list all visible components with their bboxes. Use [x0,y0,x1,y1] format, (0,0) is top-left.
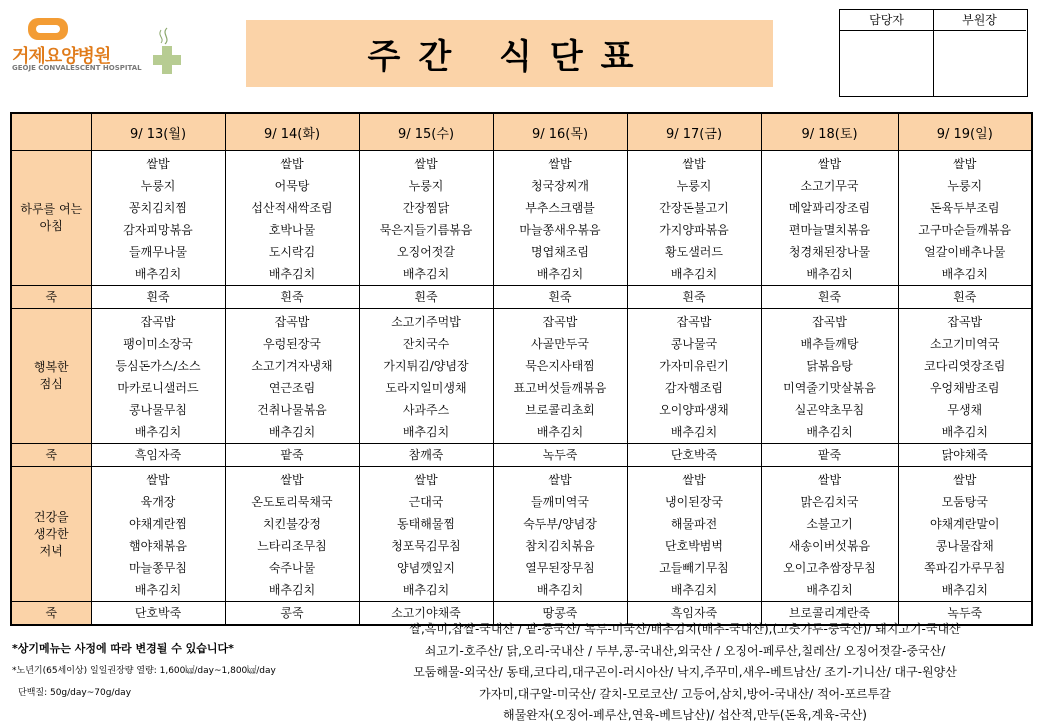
porridge-row [11,286,1032,309]
menu-item: 쌀밥 [414,473,438,487]
menu-item: 잔치국수 [402,337,450,351]
origin-line: 쇠고기-호주산/ 닭,오리-국내산 / 두부,콩-국내산,외국산 / 오징어-페루산,칠레산/ 오징어젓갈-중국산/ [424,643,946,658]
calorie-note: *노년기(65세이상) 일일권장량 열량: 1,600㎉/day~1,800㎉/day [12,666,276,676]
menu-item: 배추김치 [536,583,584,597]
menu-item: 사과주스 [402,403,450,417]
menu-item: 숙두부/양념장 [523,517,597,531]
porridge-cell: 흰죽 [359,286,493,309]
meal-label [11,151,91,286]
menu-item: 잡곡밥 [274,315,310,329]
meal-row [11,151,1032,286]
menu-item: 팽이미소장국 [123,337,193,351]
menu-item: 누룽지 [408,179,444,193]
menu-item: 우엉채밤조림 [929,381,1000,395]
menu-cell [493,467,627,602]
porridge-cell: 흰죽 [898,286,1032,309]
menu-item: 배추김치 [134,267,182,281]
menu-item: 고구마순들깨볶음 [918,223,1012,237]
menu-item: 쌀밥 [146,157,170,171]
menu-item: 마카로니샐러드 [117,381,199,395]
porridge-cell: 땅콩죽 [493,602,627,626]
menu-cell [91,309,225,444]
porridge-cell: 흰죽 [225,286,359,309]
menu-item: 치킨불강정 [263,517,321,531]
porridge-cell: 단호박죽 [627,444,761,467]
approval-box [839,9,1028,97]
menu-cell [359,151,493,286]
meal-label-line: 행복한 [33,360,69,374]
menu-item: 부추스크램블 [525,201,595,215]
porridge-cell: 콩죽 [225,602,359,626]
menu-item: 잡곡밥 [947,315,983,329]
menu-item: 오이고추쌈장무침 [783,561,876,575]
origin-line: 모둠해물-외국산/ 동태,코다리,대구곤이-러시아산/ 낙지,주꾸미,새우-베트남산/ 조기-기니산/ 대구-원양산 [413,665,957,679]
menu-item: 브로콜리초회 [525,403,595,417]
menu-cell [761,309,898,444]
page-title: 주간 식단표 [246,20,773,87]
menu-item: 쌀밥 [280,157,304,171]
menu-cell [91,151,225,286]
day-header: 9/ 16(목) [493,113,627,151]
menu-item: 배추김치 [268,425,316,439]
menu-item: 호박나물 [268,223,316,237]
menu-cell [761,151,898,286]
menu-cell [359,309,493,444]
menu-item: 잡곡밥 [542,315,578,329]
menu-item: 감자햄조림 [665,381,723,395]
meal-label-line: 죽 [45,606,58,620]
menu-item: 배추김치 [536,425,584,439]
menu-cell [493,151,627,286]
menu-item: 콩나물국 [670,337,718,351]
menu-item: 배추김치 [806,267,853,281]
menu-item: 배추김치 [402,267,450,281]
menu-item: 쌀밥 [817,157,842,171]
menu-item: 동태해물찜 [397,517,455,531]
menu-item: 배추김치 [134,425,182,439]
menu-item: 감자피망볶음 [123,223,193,237]
menu-item: 냉이된장국 [665,495,723,509]
menu-item: 잡곡밥 [812,315,847,329]
meal-label [11,286,91,309]
menu-item: 새송이버섯볶음 [788,539,871,553]
menu-item: 소고기겨자냉채 [251,359,333,373]
day-header: 9/ 19(일) [898,113,1032,151]
menu-item: 묵은지들기름볶음 [379,223,473,237]
menu-item: 콩나물무침 [129,403,187,417]
menu-item: 쌀밥 [414,157,438,171]
meal-label [11,444,91,467]
menu-cell [898,467,1032,602]
porridge-cell: 팥죽 [225,444,359,467]
menu-item: 소고기미역국 [929,337,1000,351]
menu-item: 연근조림 [268,381,316,395]
menu-item: 단호박범벅 [665,539,723,553]
menu-item: 쌀밥 [682,473,706,487]
menu-item: 사골만두국 [531,337,589,351]
menu-item: 고들빼기무침 [659,561,729,575]
porridge-cell: 흑임자죽 [627,602,761,626]
menu-item: 청포묵김무침 [391,539,461,553]
menu-item: 배추김치 [402,425,450,439]
menu-item: 쌀밥 [548,473,572,487]
porridge-row [11,444,1032,467]
meal-label [11,602,91,626]
table-header-row [11,113,1032,151]
menu-cell [898,309,1032,444]
porridge-cell: 녹두죽 [493,444,627,467]
menu-item: 쌀밥 [548,157,572,171]
menu-item: 누룽지 [947,179,983,193]
porridge-cell: 팥죽 [761,444,898,467]
logo-badge-icon [28,18,68,40]
menu-item: 닭볶음탕 [806,359,853,373]
menu-item: 실곤약초무침 [794,403,865,417]
menu-cell [898,151,1032,286]
meal-label-line: 하루를 여는 [20,202,83,216]
menu-item: 누룽지 [140,179,176,193]
menu-item: 모둠탕국 [941,495,988,509]
menu-item: 코다리엿장조림 [924,359,1006,373]
meal-label-line: 아침 [39,219,63,233]
menu-item: 쌀밥 [682,157,706,171]
menu-item: 어묵탕 [274,179,310,193]
menu-cell [91,467,225,602]
menu-change-note: *상기메뉴는 사정에 따라 변경될 수 있습니다* [12,642,234,655]
menu-item: 배추김치 [268,583,316,597]
menu-item: 쪽파김가루무침 [924,561,1006,575]
porridge-cell: 흰죽 [627,286,761,309]
menu-item: 건취나물볶음 [257,403,327,417]
origin-line: 가자미,대구알-미국산/ 갈치-모로코산/ 고등어,삼치,방어-국내산/ 적어-포르투갈 [479,686,891,701]
meal-label-line: 건강을 [33,509,69,524]
logo-name: 거제요양병원 [12,46,111,67]
meal-label-line: 생각한 [33,526,69,541]
menu-item: 배추김치 [268,267,316,281]
porridge-cell: 닭야채죽 [898,444,1032,467]
menu-item: 배추김치 [941,583,988,597]
menu-item: 배추김치 [670,267,718,281]
menu-item: 소불고기 [806,517,853,531]
menu-item: 배추김치 [806,425,853,439]
meal-row [11,467,1032,602]
menu-item: 배추들깨탕 [800,337,859,351]
porridge-cell: 소고기야채죽 [359,602,493,626]
porridge-cell: 브로콜리계란죽 [761,602,898,626]
menu-item: 오징어젓갈 [397,245,455,259]
meal-label [11,467,91,602]
menu-item: 가지양파볶음 [659,223,729,237]
menu-item: 배추김치 [941,267,988,281]
menu-item: 맑은김치국 [800,495,859,509]
menu-item: 숙주나물 [268,561,316,575]
meal-row [11,309,1032,444]
menu-item: 미역줄기맛살볶음 [783,381,876,395]
origin-info [335,619,1035,727]
day-header: 9/ 15(수) [359,113,493,151]
menu-item: 배추김치 [402,583,450,597]
menu-item: 잡곡밥 [140,315,176,329]
menu-item: 소고기무국 [800,179,859,193]
menu-item: 열무된장무침 [525,561,595,575]
menu-item: 야채계란말이 [929,517,1000,531]
menu-item: 콩나물잡채 [935,539,994,553]
menu-item: 도시락김 [268,245,316,259]
menu-item: 등심돈가스/소스 [115,359,201,373]
menu-cell [225,151,359,286]
day-header: 9/ 18(토) [761,113,898,151]
menu-item: 무생채 [947,403,983,417]
origin-line: 쌀,흑미,찹쌀-국내산 / 팥-중국산/ 녹두-미국산/배추김치(배추-국내산),(고춧가루-중국산)/ 돼지고기-국내산 [409,622,961,636]
menu-item: 섭산적새싹조림 [251,201,333,215]
meal-label-line: 점심 [39,377,63,391]
cross-icon [151,26,183,76]
menu-item: 근대국 [408,495,444,509]
menu-item: 마늘쫑새우볶음 [519,223,601,237]
menu-item: 들깨미역국 [531,495,589,509]
menu-item: 쌀밥 [953,157,977,171]
menu-item: 양념깻잎지 [397,561,455,575]
menu-item: 편마늘멸치볶음 [788,223,871,237]
menu-item: 간장돈불고기 [659,201,729,215]
menu-item: 청경채된장나물 [788,245,871,259]
menu-cell [761,467,898,602]
menu-item: 명엽채조림 [531,245,589,259]
meal-label-line: 죽 [45,290,58,304]
menu-item: 황도샐러드 [665,245,723,259]
menu-item: 느타리조무침 [257,539,327,553]
menu-item: 오이양파생채 [659,403,729,417]
menu-item: 간장찜닭 [402,201,450,215]
menu-item: 온도토리묵채국 [251,495,333,509]
meal-label-line: 저녁 [39,543,63,558]
meal-label-line: 죽 [45,448,58,462]
menu-item: 햄야채볶음 [129,539,187,553]
menu-cell [627,467,761,602]
menu-item: 도라지일미생채 [385,381,467,395]
menu-item: 돈육두부조림 [929,201,1000,215]
porridge-cell: 흰죽 [91,286,225,309]
weekly-menu-table [10,112,1033,626]
menu-item: 얼갈이배추나물 [924,245,1006,259]
menu-item: 잡곡밥 [676,315,712,329]
menu-item: 배추김치 [134,583,182,597]
menu-item: 쌀밥 [146,473,170,487]
hospital-logo [8,12,188,82]
porridge-cell: 흰죽 [761,286,898,309]
approval-column-vice-director [933,10,1026,96]
menu-item: 야채계란찜 [129,517,187,531]
approval-header-vice-director: 부원장 [933,10,1026,31]
meal-label [11,309,91,444]
menu-item: 배추김치 [806,583,853,597]
menu-item: 육개장 [140,495,176,509]
menu-item: 참치김치볶음 [525,539,595,553]
menu-item: 쌀밥 [280,473,304,487]
menu-item: 표고버섯들깨볶음 [513,381,607,395]
day-header: 9/ 13(월) [91,113,225,151]
menu-cell [627,151,761,286]
porridge-cell: 녹두죽 [898,602,1032,626]
day-header: 9/ 17(금) [627,113,761,151]
menu-item: 해물파전 [670,517,718,531]
porridge-cell: 참깨죽 [359,444,493,467]
menu-cell [493,309,627,444]
porridge-cell: 흑임자죽 [91,444,225,467]
origin-line: 해물완자(오징어-페루산,연육-베트남산)/ 섭산적,만두(돈육,계육-국산) [502,708,867,722]
menu-cell [627,309,761,444]
menu-item: 배추김치 [670,583,718,597]
protein-note: 단백질: 50g/day~70g/day [18,688,132,698]
menu-item: 마늘쫑무침 [129,561,187,575]
menu-item: 배추김치 [670,425,718,439]
menu-item: 소고기주먹밥 [391,315,461,329]
menu-item: 꽁치김치찜 [129,201,187,215]
menu-item: 우렁된장국 [263,337,321,351]
menu-item: 쌀밥 [817,473,842,487]
menu-item: 배추김치 [941,425,988,439]
porridge-cell: 흰죽 [493,286,627,309]
menu-item: 메알꽈리장조림 [788,201,871,215]
menu-cell [359,467,493,602]
approval-header-manager: 담당자 [840,10,933,31]
menu-item: 가지튀김/양념장 [383,359,469,373]
menu-item: 쌀밥 [953,473,977,487]
menu-item: 들깨무나물 [129,245,187,259]
logo-subtitle: GEOJE CONVALESCENT HOSPITAL [12,64,142,72]
porridge-cell: 단호박죽 [91,602,225,626]
menu-cell [225,309,359,444]
menu-item: 누룽지 [676,179,712,193]
menu-item: 묵은지사태찜 [525,359,595,373]
header-corner [11,113,91,151]
menu-item: 청국장찌개 [531,179,589,193]
menu-cell [225,467,359,602]
day-header: 9/ 14(화) [225,113,359,151]
approval-column-manager [840,10,934,96]
menu-item: 배추김치 [536,267,584,281]
menu-item: 가자미유린기 [659,359,729,373]
